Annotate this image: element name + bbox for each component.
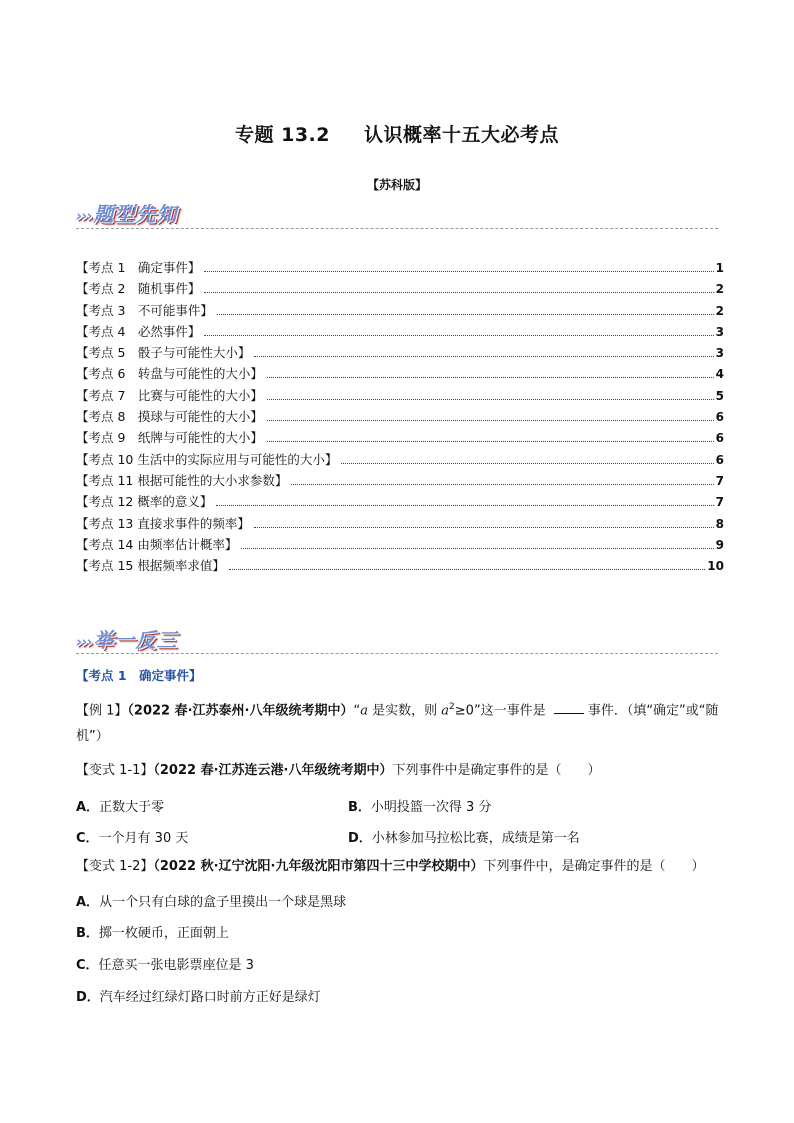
example-1: 【例 1】（2022 春·江苏泰州·八年级统考期中）“a 是实数，则 $a^2\ge 0$”这一事件是 事件．（填“确定”或“随机”） [76, 702, 719, 745]
toc-leader [267, 441, 714, 442]
example-tag: 【例 1】 [76, 703, 128, 719]
banner-arrows-icon: ››› [76, 633, 92, 651]
toc-leader [291, 484, 713, 485]
toc-leader [254, 527, 714, 528]
variant-tag: 【变式 1-2】 [76, 859, 154, 874]
title-text: 认识概率十五大必考点 [363, 124, 559, 146]
section-heading: 【考点 1 确定事件】 [76, 668, 202, 683]
answer-blank[interactable] [554, 701, 584, 714]
toc-item[interactable]: 【考点 14 由频率估计概率】 9 [76, 536, 724, 552]
toc-leader [216, 505, 713, 506]
option-a[interactable]: A．从一个只有白球的盒子里摸出一个球是黑球 [76, 895, 347, 910]
table-of-contents [76, 258, 724, 577]
variant-question: 下列事件中，是确定事件的是（ ） [483, 859, 705, 874]
variant-source: （2022 秋·辽宁沈阳·九年级沈阳市第四十三中学校期中） [153, 859, 484, 874]
toc-item[interactable]: 【考点 10 生活中的实际应用与可能性的大小】 6 [76, 451, 724, 467]
edition-label: 【苏科版】 [366, 178, 427, 192]
math-variable: a [441, 703, 450, 719]
option-a[interactable]: A．正数大于零 [76, 800, 165, 815]
toc-item[interactable]: 【考点 5 骰子与可能性大小】 3 [76, 345, 724, 361]
divider [76, 228, 718, 229]
toc-item[interactable]: 【考点 6 转盘与可能性的大小】 4 [76, 366, 724, 382]
banner-practice [76, 624, 178, 653]
title-number: 专题 13.2 [234, 124, 330, 146]
toc-leader [217, 314, 714, 315]
toc-item[interactable]: 【考点 2 随机事件】 2 [76, 281, 724, 297]
toc-leader [204, 335, 713, 336]
math-variable: a [360, 703, 369, 719]
option-d[interactable]: D．小林参加马拉松比赛，成绩是第一名 [348, 831, 580, 846]
toc-leader [267, 399, 714, 400]
banner-arrows-icon: ››› [76, 207, 92, 225]
variant-tag: 【变式 1-1】 [76, 763, 154, 778]
option-c[interactable]: C．任意买一张电影票座位是 3 [76, 958, 254, 973]
banner-question-types [76, 198, 178, 227]
toc-item[interactable]: 【考点 3 不可能事件】 2 [76, 302, 724, 318]
option-c[interactable]: C．一个月有 30 天 [76, 831, 189, 846]
toc-item[interactable]: 【考点 7 比赛与可能性的大小】 5 [76, 387, 724, 403]
variant-1-2 [76, 854, 724, 880]
variant-question: 下列事件中是确定事件的是（ ） [392, 763, 601, 778]
toc-item[interactable]: 【考点 12 概率的意义】 7 [76, 494, 724, 510]
page-title [0, 120, 794, 147]
option-b[interactable]: B．小明投篮一次得 3 分 [348, 800, 492, 815]
divider [76, 653, 718, 654]
toc-item[interactable]: 【考点 13 直接求事件的频率】 8 [76, 515, 724, 531]
toc-item[interactable]: 【考点 4 必然事件】 3 [76, 323, 724, 339]
toc-item[interactable]: 【考点 15 根据频率求值】 10 [76, 558, 724, 574]
toc-leader [229, 569, 705, 570]
example-source: （2022 春·江苏泰州·八年级统考期中） [127, 703, 354, 719]
toc-leader [204, 271, 713, 272]
toc-leader [267, 420, 714, 421]
toc-item[interactable]: 【考点 1 确定事件】 1 [76, 260, 724, 275]
toc-item[interactable]: 【考点 9 纸牌与可能性的大小】 6 [76, 430, 724, 446]
variant-source: （2022 春·江苏连云港·八年级统考期中） [153, 763, 393, 778]
banner-title: 题型先知 [93, 202, 178, 226]
option-d[interactable]: D．汽车经过红绿灯路口时前方正好是绿灯 [76, 990, 321, 1005]
toc-leader [204, 292, 713, 293]
toc-leader [341, 463, 713, 464]
toc-leader [267, 377, 714, 378]
toc-leader [241, 548, 713, 549]
toc-leader [254, 356, 713, 357]
option-b[interactable]: B．掷一枚硬币，正面朝上 [76, 926, 229, 941]
variant-1-1 [76, 758, 724, 784]
toc-item[interactable]: 【考点 8 摸球与可能性的大小】 6 [76, 409, 724, 425]
toc-item[interactable]: 【考点 11 根据可能性的大小求参数】 7 [76, 472, 724, 488]
banner-title: 举一反三 [93, 628, 178, 652]
